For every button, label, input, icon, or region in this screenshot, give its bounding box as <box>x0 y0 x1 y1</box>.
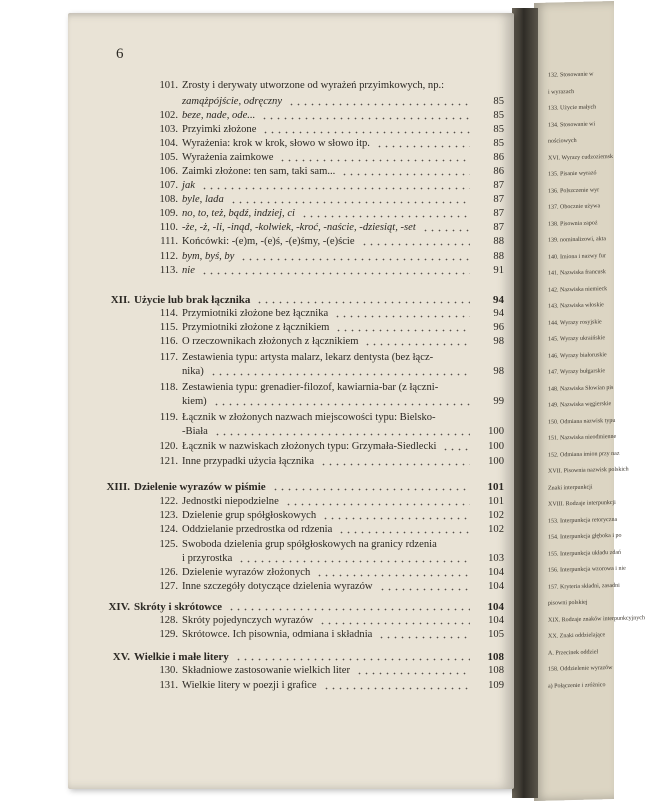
page-ref: 86 <box>493 152 504 163</box>
entry-number: 119. <box>159 412 178 423</box>
toc-entry <box>0 250 600 264</box>
facing-page-line: 139. nominalizowi, akta <box>548 236 606 244</box>
leader-dots <box>301 209 470 219</box>
entry-number: 118. <box>159 382 178 393</box>
leader-dots <box>238 554 470 564</box>
entry-title: Wyrażenia zaimkowe <box>182 152 274 163</box>
leader-dots <box>320 457 470 467</box>
toc-entry <box>0 411 600 425</box>
page-ref: 99 <box>493 396 504 407</box>
leader-dots <box>322 511 470 521</box>
entry-title: nika) <box>182 366 204 377</box>
leader-dots <box>378 630 470 640</box>
entry-number: 108. <box>159 194 178 205</box>
toc-entry <box>0 165 600 179</box>
page-ref: 100 <box>488 441 504 452</box>
facing-page-line: 152. Odmiana imion przy naz <box>548 450 620 459</box>
entry-number: 112. <box>159 251 178 262</box>
entry-number: 110. <box>159 222 178 233</box>
page-ref: 100 <box>488 456 504 467</box>
facing-page-line: i wyrazach <box>548 88 575 96</box>
facing-page-line: 132. Stosowanie w <box>548 71 594 79</box>
page-ref: 87 <box>493 222 504 233</box>
entry-title: bym, byś, by <box>182 251 235 262</box>
page-number: 6 <box>116 46 124 62</box>
page-ref: 104 <box>488 581 504 592</box>
entry-number: 103. <box>159 124 178 135</box>
section-number: XIV. <box>108 601 130 613</box>
toc-entry <box>0 221 600 235</box>
facing-page-line: XVIII. Rodzaje interpunkcji <box>548 499 616 508</box>
page-ref: 85 <box>493 138 504 149</box>
page-ref: 104 <box>488 615 504 626</box>
facing-page-line: XIX. Rodzaje znaków interpunkcyjnych <box>548 614 645 624</box>
toc-entry <box>0 264 600 278</box>
leader-dots <box>334 309 470 319</box>
entry-title: kiem) <box>182 396 207 407</box>
toc-entry <box>0 351 600 365</box>
entry-title: Jednostki niepodzielne <box>182 496 279 507</box>
toc-entry <box>0 151 600 165</box>
facing-page-line: 143. Nazwiska włoskie <box>548 302 604 310</box>
facing-page-line: 155. Interpunkcja układu zdań <box>548 549 621 558</box>
entry-title: Łącznik w złożonych nazwach miejscowości typu: Bielsko- <box>182 412 436 423</box>
facing-page-line: 151. Nazwiska nieodmienne <box>548 433 617 442</box>
toc-entry <box>0 425 600 439</box>
entry-number: 121. <box>159 456 178 467</box>
toc-entry <box>0 318 602 335</box>
leader-dots <box>376 139 470 149</box>
entry-number: 122. <box>159 496 178 507</box>
entry-number: 107. <box>159 180 178 191</box>
entry-title: Inne szczegóły dotyczące dzielenia wyrazów <box>182 581 373 592</box>
leader-dots <box>316 568 470 578</box>
entry-title: no, to, też, bądź, indziej, ci <box>182 208 295 219</box>
entry-number: 111. <box>160 236 178 247</box>
toc-entry <box>0 679 600 693</box>
entry-number: 105. <box>159 152 178 163</box>
page-ref: 108 <box>487 651 504 663</box>
entry-number: 125. <box>159 539 178 550</box>
toc-section <box>0 600 600 614</box>
page-ref: 102 <box>488 524 504 535</box>
entry-title: Skróty pojedynczych wyrazów <box>182 615 314 626</box>
facing-page-line: 138. Pisownia zapoż <box>548 219 598 228</box>
section-number: XIII. <box>106 481 130 493</box>
facing-page-line: 149. Nazwiska węgierskie <box>548 401 612 409</box>
leader-dots <box>261 111 470 121</box>
entry-title: Przyimki złożone <box>182 124 257 135</box>
entry-title: Łącznik w nazwiskach złożonych typu: Grzymała-Siedlecki <box>182 441 437 452</box>
toc-entry <box>0 137 600 151</box>
leader-dots <box>361 237 470 247</box>
leader-dots <box>379 582 470 592</box>
leader-dots <box>341 167 470 177</box>
leader-dots <box>335 323 470 333</box>
page-ref: 88 <box>493 251 504 262</box>
entry-title: Dzielenie wyrazów w piśmie <box>134 481 266 493</box>
facing-page-line: 135. Pisanie wyrazó <box>548 170 597 178</box>
toc-entry <box>0 664 600 678</box>
facing-page-line: 140. Imiona i nazwy fur <box>548 252 606 261</box>
entry-number: 116. <box>159 336 178 347</box>
entry-number: 104. <box>159 138 178 149</box>
leader-dots <box>338 525 470 535</box>
toc-entry <box>0 120 600 137</box>
facing-page-line: nościowych <box>548 137 577 145</box>
section-number: XII. <box>110 294 130 306</box>
leader-dots <box>364 337 470 347</box>
facing-page-line: XVII. Pisownia nazwisk polskich <box>548 466 629 475</box>
entry-title: O rzeczownikach złożonych z łącznikiem <box>182 336 359 347</box>
facing-page-line: XVI. Wyrazy cudzoziemsk <box>548 153 614 162</box>
toc-entry <box>0 440 600 454</box>
leader-dots <box>235 652 470 662</box>
toc-entry <box>0 381 600 395</box>
toc-entry <box>0 566 600 580</box>
page-ref: 88 <box>493 236 504 247</box>
facing-page-line: 154. Interpunkcja głęboka i po <box>548 532 622 541</box>
page-ref: 100 <box>488 426 504 437</box>
leader-dots <box>228 602 470 612</box>
entry-title: Zrosty i derywaty utworzone od wyrażeń przyimkowych, np.: <box>182 80 445 91</box>
leader-dots <box>272 482 470 492</box>
page-ref: 87 <box>493 208 504 219</box>
entry-number: 114. <box>159 308 178 319</box>
entry-number: 124. <box>159 524 178 535</box>
toc-entry <box>0 79 600 96</box>
entry-title: Przymiotniki złożone z łącznikiem <box>182 322 330 333</box>
page-ref: 104 <box>488 567 504 578</box>
leader-dots <box>213 397 470 407</box>
toc-entry <box>0 614 600 628</box>
facing-page-line: 142. Nazwiska niemieck <box>548 285 608 294</box>
page-ref: 98 <box>493 366 504 377</box>
facing-page-line: 157. Kryteria składni, zasadni <box>548 582 620 591</box>
toc-entry <box>0 628 600 642</box>
page-ref: 87 <box>493 180 504 191</box>
entry-title: Skrótowce. Ich pisownia, odmiana i składnia <box>182 629 373 640</box>
facing-page-line: A. Przecinek oddziel <box>548 648 599 657</box>
entry-number: 109. <box>159 208 178 219</box>
toc-entry <box>0 538 600 552</box>
page-ref: 101 <box>487 481 504 493</box>
leader-dots <box>214 427 470 437</box>
leader-dots <box>288 97 470 107</box>
page-ref: 101 <box>488 496 504 507</box>
page-ref: 104 <box>487 601 504 613</box>
entry-title: Dzielenie grup spółgłoskowych <box>182 510 317 521</box>
leader-dots <box>230 195 470 205</box>
leader-dots <box>256 295 470 305</box>
entry-title: Zaimki złożone: ten sam, taki sam... <box>182 166 336 177</box>
entry-title: Wielkie litery w poezji i grafice <box>182 680 317 691</box>
entry-title: Inne przypadki użycia łącznika <box>182 456 315 467</box>
entry-number: 129. <box>159 629 178 640</box>
entry-title: zamążpójście, odręczny <box>182 96 283 107</box>
entry-title: Końcówki: -(e)m, -(e)ś, -(e)śmy, -(e)ście <box>182 236 355 247</box>
leader-dots <box>201 181 470 191</box>
leader-dots <box>422 223 470 233</box>
toc-entry <box>0 523 600 537</box>
section-number: XV. <box>112 651 130 663</box>
entry-title: i przyrostka <box>182 553 233 564</box>
toc-entry <box>0 455 600 469</box>
toc-entry <box>0 365 600 379</box>
entry-number: 120. <box>159 441 178 452</box>
page-ref: 108 <box>488 665 504 676</box>
facing-page-line: Znaki interpunkcji <box>548 484 593 492</box>
facing-page-line: a) Połączenie i zróżnico <box>548 681 606 690</box>
toc-entry <box>0 509 600 523</box>
facing-page-line: 137. Obocznie używa <box>548 203 601 211</box>
leader-dots <box>285 497 470 507</box>
entry-number: 102. <box>159 110 178 121</box>
entry-title: Dzielenie wyrazów złożonych <box>182 567 311 578</box>
page-ref: 96 <box>493 322 504 333</box>
leader-dots <box>323 681 470 691</box>
page-ref: 105 <box>488 629 504 640</box>
entry-title: Przymiotniki złożone bez łącznika <box>182 308 329 319</box>
toc-section <box>0 650 600 664</box>
entry-title: nie <box>182 265 195 276</box>
leader-dots <box>201 266 470 276</box>
facing-page-line: 147. Wyrazy bułgarskie <box>548 368 606 376</box>
entry-number: 131. <box>159 680 178 691</box>
facing-page-line: 133. Użycie małych <box>548 104 597 112</box>
toc-entry <box>0 207 600 221</box>
page-ref: 94 <box>493 308 504 319</box>
page-ref: 103 <box>488 553 504 564</box>
entry-number: 126. <box>159 567 178 578</box>
entry-title: Skróty i skrótowce <box>134 601 222 613</box>
entry-title: jak <box>182 180 195 191</box>
page-ref: 98 <box>493 336 504 347</box>
facing-page-line: 153. Interpunkcja retoryczna <box>548 516 618 525</box>
facing-page-line: 144. Wyrazy rosyjskie <box>548 318 602 327</box>
leader-dots <box>279 153 470 163</box>
facing-page-line: 136. Polszczenie wyr <box>548 186 600 195</box>
entry-title: Oddzielanie przedrostka od rdzenia <box>182 524 333 535</box>
toc-entry <box>0 335 600 349</box>
facing-page-line: 158. Oddzielenie wyrazów <box>548 664 613 673</box>
entry-number: 106. <box>159 166 178 177</box>
toc-entry <box>0 495 600 509</box>
entry-title: Wyrażenia: krok w krok, słowo w słowo itp. <box>182 138 370 149</box>
entry-title: byle, lada <box>182 194 224 205</box>
facing-page-line: 134. Stosowanie wi <box>548 120 596 129</box>
toc-entry <box>0 95 600 112</box>
entry-number: 101. <box>159 80 178 91</box>
page-ref: 87 <box>493 194 504 205</box>
facing-page-line: 145. Wyrazy ukraińskie <box>548 335 606 343</box>
leader-dots <box>356 666 470 676</box>
entry-title: Zestawienia typu: artysta malarz, lekarz dentysta (bez łącz- <box>182 352 434 363</box>
toc-entry <box>0 552 600 566</box>
leader-dots <box>240 252 470 262</box>
entry-title: Użycie lub brak łącznika <box>134 294 251 306</box>
toc-entry <box>0 580 600 594</box>
page-ref: 102 <box>488 510 504 521</box>
toc-entry <box>0 179 600 193</box>
facing-page-line: 148. Nazwiska Słowian pis <box>548 384 614 393</box>
facing-page-line: 150. Odmiana nazwisk typu <box>548 417 616 426</box>
entry-title: Wielkie i małe litery <box>134 651 229 663</box>
entry-title: Zestawienia typu: grenadier-filozof, kawiarnia-bar (z łączni- <box>182 382 439 393</box>
page-ref: 85 <box>493 110 504 121</box>
entry-title: -Biała <box>182 426 208 437</box>
toc-entry <box>0 395 600 409</box>
page-ref: 94 <box>493 294 504 306</box>
leader-dots <box>319 616 470 626</box>
page-ref: 109 <box>488 680 504 691</box>
toc-section <box>0 293 600 307</box>
entry-number: 127. <box>159 581 178 592</box>
entry-title: Swoboda dzielenia grup spółgłoskowych na granicy rdzenia <box>182 539 437 550</box>
entry-number: 128. <box>159 615 178 626</box>
page-ref: 86 <box>493 166 504 177</box>
entry-number: 123. <box>159 510 178 521</box>
leader-dots <box>262 125 470 135</box>
leader-dots <box>210 367 470 377</box>
facing-page-line: 141. Nazwiska francusk <box>548 269 606 277</box>
facing-page-line: 146. Wyrazy białoruskie <box>548 351 607 360</box>
toc-section <box>0 480 600 494</box>
entry-title: Składniowe zastosowanie wielkich liter <box>182 665 350 676</box>
entry-number: 113. <box>159 265 178 276</box>
entry-number: 130. <box>159 665 178 676</box>
entry-number: 117. <box>159 352 178 363</box>
facing-page-line: XX. Znaki oddzielające <box>548 632 606 640</box>
facing-page-line: pisowni polskiej <box>548 599 588 607</box>
entry-title: -że, -ż, -li, -inąd, -kolwiek, -kroć, -naście, -dziesiąt, -set <box>182 222 416 233</box>
entry-number: 115. <box>159 322 178 333</box>
leader-dots <box>442 442 470 452</box>
facing-page-line: 156. Interpunkcja wzorowa i nie <box>548 565 626 574</box>
toc-entry <box>0 109 600 123</box>
toc-entry <box>0 193 600 207</box>
page-ref: 85 <box>493 124 504 135</box>
page-ref: 85 <box>493 96 504 107</box>
toc-entry <box>0 307 600 321</box>
page-ref: 91 <box>493 265 504 276</box>
entry-title: beze, nade, ode... <box>182 110 256 121</box>
toc-entry <box>0 235 600 249</box>
